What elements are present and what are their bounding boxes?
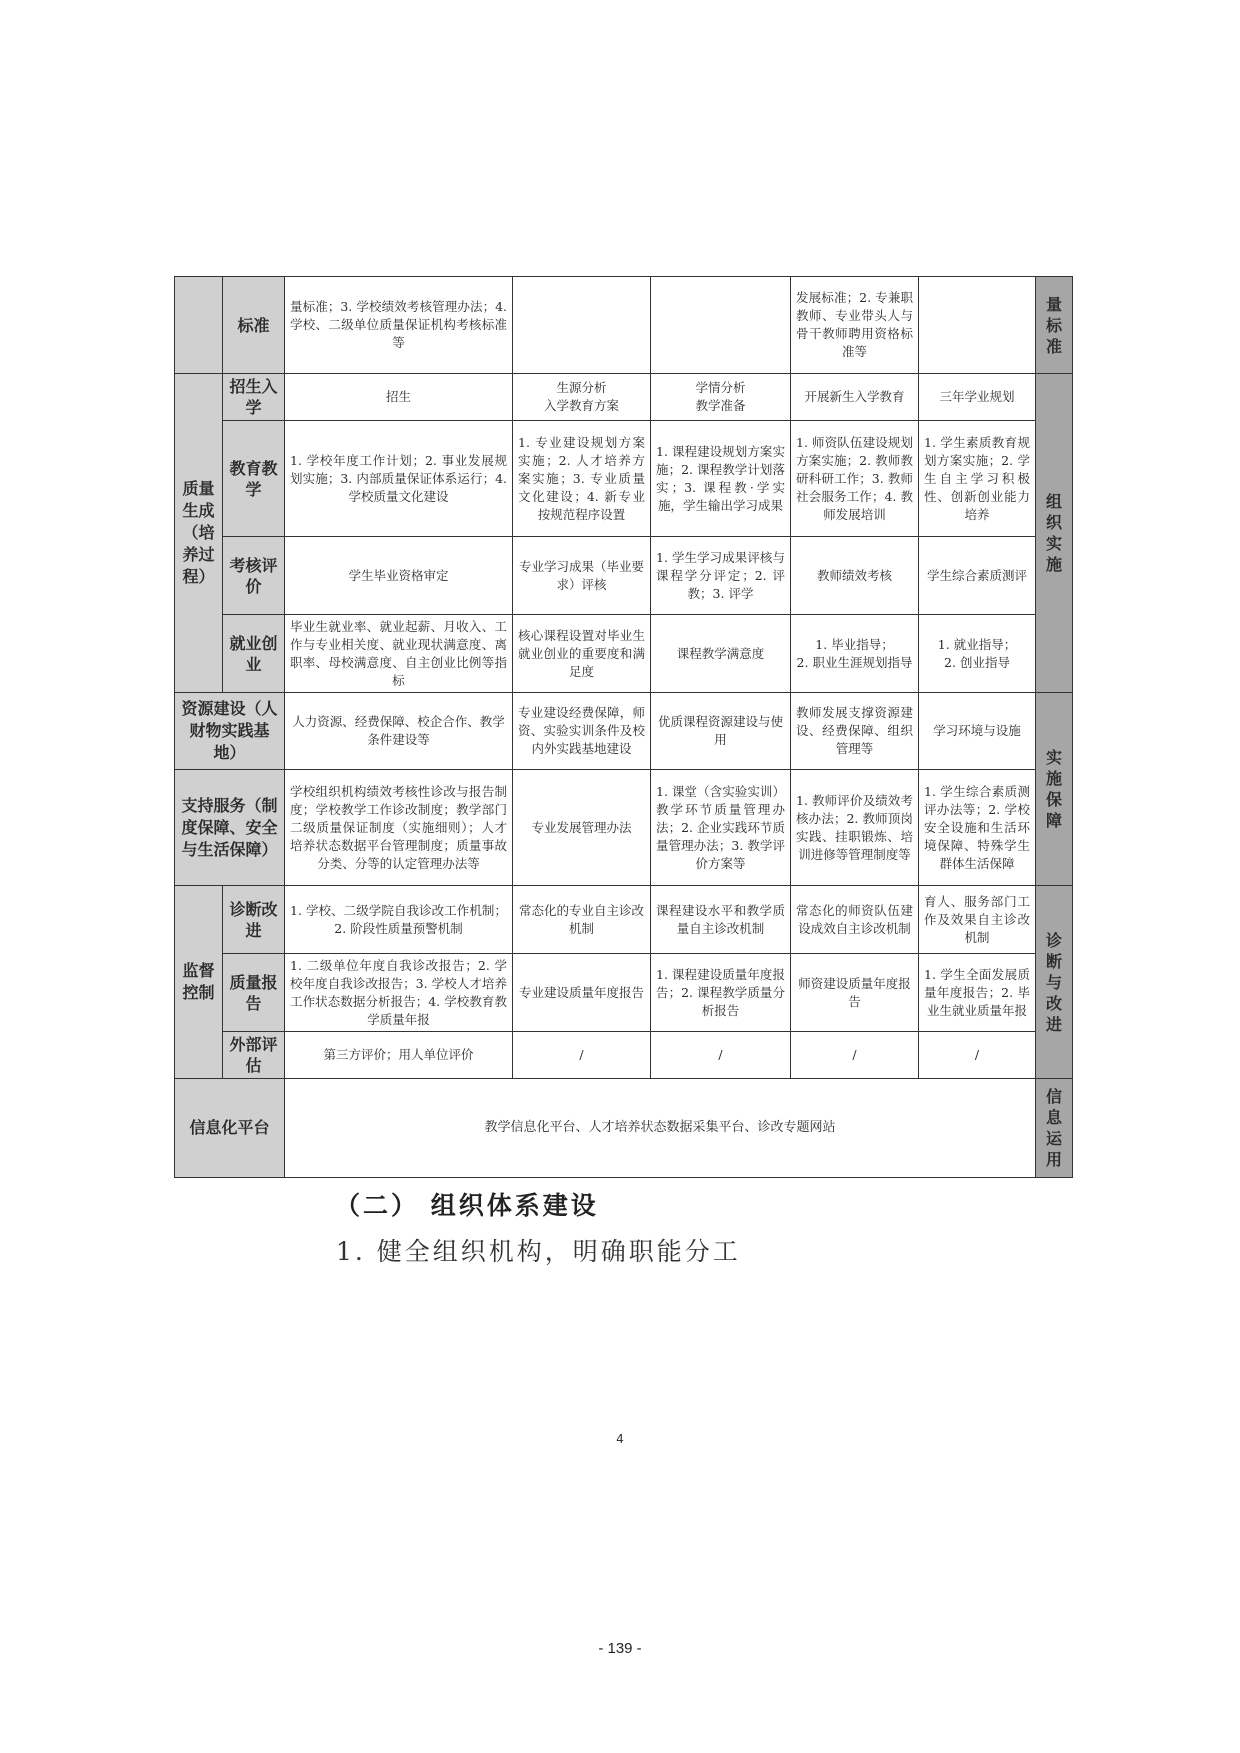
table-cell: 1. 专业建设规划方案实施；2. 人才培养方案实施；3. 专业质量文化建设；4. 新专业按规范程序设置 — [513, 421, 651, 537]
table-row — [175, 615, 1073, 693]
table-cell: 常态化的专业自主诊改机制 — [513, 886, 651, 954]
table-cell: 核心课程设置对毕业生就业创业的重要度和满足度 — [513, 615, 651, 693]
side-label-cell: 实施保障 — [1036, 693, 1073, 886]
table-cell: 学生综合素质测评 — [919, 537, 1036, 615]
sub-category-cell: 诊断改进 — [223, 886, 285, 954]
sub-category-cell: 教育教学 — [223, 421, 285, 537]
category-label-cell: 资源建设（人财物实践基地） — [175, 693, 285, 770]
side-label-cell: 组织实施 — [1036, 374, 1073, 693]
table-cell: 1. 学生全面发展质量年度报告；2. 毕业生就业质量年报 — [919, 954, 1036, 1032]
table-cell: 常态化的师资队伍建设成效自主诊改机制 — [791, 886, 919, 954]
table-cell: 1. 就业指导； 2. 创业指导 — [919, 615, 1036, 693]
table-row — [175, 374, 1073, 421]
table-cell: 课程教学满意度 — [651, 615, 791, 693]
page-number: - 139 - — [598, 1640, 642, 1657]
table-row — [175, 537, 1073, 615]
table-cell: 1. 二级单位年度自我诊改报告；2. 学校年度自我诊改报告；3. 学校人才培养工作状态数据分析报告；4. 学校教育教学质量年报 — [285, 954, 513, 1032]
table-row — [175, 693, 1073, 770]
group-label-cell: 质量生成（培养过程） — [175, 374, 223, 693]
table-cell: 1. 学生学习成果评核与课程学分评定；2. 评教；3. 评学 — [651, 537, 791, 615]
table-cell: 1. 课堂（含实验实训）教学环节质量管理办法；2. 企业实践环节质量管理办法；3. 教学评价方案等 — [651, 770, 791, 886]
table-cell: 课程建设水平和教学质量自主诊改机制 — [651, 886, 791, 954]
sub-category-cell: 考核评价 — [223, 537, 285, 615]
table-cell: 生源分析 入学教育方案 — [513, 374, 651, 421]
table-cell: 1. 师资队伍建设规划方案实施；2. 教师教研科研工作；3. 教师社会服务工作；4. 教师发展培训 — [791, 421, 919, 537]
table-row — [175, 886, 1073, 954]
table-cell: 1. 教师评价及绩效考核办法；2. 教师顶岗实践、挂职锻炼、培训进修等管理制度等 — [791, 770, 919, 886]
table-cell: / — [651, 1032, 791, 1079]
table-cell: 1. 课程建设质量年度报告；2. 课程教学质量分析报告 — [651, 954, 791, 1032]
table-cell: 专业建设经费保障，师资、实验实训条件及校内外实践基地建设 — [513, 693, 651, 770]
group-cell-blank — [175, 277, 223, 374]
table-cell: / — [791, 1032, 919, 1079]
table-cell: 专业发展管理办法 — [513, 770, 651, 886]
table-cell: 1. 课程建设规划方案实施；2. 课程教学计划落实；3. 课程教·学实施，学生输出学习成果 — [651, 421, 791, 537]
category-label-cell: 支持服务（制度保障、安全与生活保障） — [175, 770, 285, 886]
table-row — [175, 277, 1073, 374]
table-cell: 1. 学生综合素质测评办法等；2. 学校安全设施和生活环境保障、特殊学生群体生活保障 — [919, 770, 1036, 886]
table-cell: 专业建设质量年度报告 — [513, 954, 651, 1032]
category-label-cell: 信息化平台 — [175, 1079, 285, 1178]
quality-system-table — [174, 276, 1073, 1178]
side-label-cell: 信息运用 — [1036, 1079, 1073, 1178]
table-cell: 1. 学校、二级学院自我诊改工作机制；2. 阶段性质量预警机制 — [285, 886, 513, 954]
table-row — [175, 1032, 1073, 1079]
table-row — [175, 421, 1073, 537]
sub-category-cell: 质量报告 — [223, 954, 285, 1032]
table-row — [175, 770, 1073, 886]
paragraph: 1. 健全组织机构，明确职能分工 — [336, 1237, 741, 1266]
side-label-cell: 诊断与改进 — [1036, 886, 1073, 1079]
table-cell: 学校组织机构绩效考核性诊改与报告制度；学校教学工作诊改制度；教学部门二级质量保证制度（实施细则）；人才培养状态数据平台管理制度；质量事故分类、分等的认定管理办法等 — [285, 770, 513, 886]
section-heading: （二） 组织体系建设 — [335, 1191, 599, 1220]
sub-category-cell: 就业创业 — [223, 615, 285, 693]
table-cell: 师资建设质量年度报告 — [791, 954, 919, 1032]
table-cell: 招生 — [285, 374, 513, 421]
table-cell: 教师发展支撑资源建设、经费保障、组织管理等 — [791, 693, 919, 770]
table-cell — [919, 277, 1036, 374]
table-cell: 教学信息化平台、人才培养状态数据采集平台、诊改专题网站 — [285, 1079, 1036, 1178]
table-cell: 学情分析 教学准备 — [651, 374, 791, 421]
table-cell — [651, 277, 791, 374]
table-cell: / — [513, 1032, 651, 1079]
table-cell: 1. 学校年度工作计划；2. 事业发展规划实施；3. 内部质量保证体系运行；4. 学校质量文化建设 — [285, 421, 513, 537]
table-cell: 开展新生入学教育 — [791, 374, 919, 421]
table-cell: / — [919, 1032, 1036, 1079]
table-cell: 三年学业规划 — [919, 374, 1036, 421]
table-cell: 1. 毕业指导； 2. 职业生涯规划指导 — [791, 615, 919, 693]
table-cell: 育人、服务部门工作及效果自主诊改机制 — [919, 886, 1036, 954]
side-label-cell: 量标准 — [1036, 277, 1073, 374]
table-cell: 优质课程资源建设与使用 — [651, 693, 791, 770]
table-cell: 专业学习成果（毕业要求）评核 — [513, 537, 651, 615]
table-cell: 学习环境与设施 — [919, 693, 1036, 770]
table-cell: 教师绩效考核 — [791, 537, 919, 615]
sub-category-cell: 外部评估 — [223, 1032, 285, 1079]
table-cell: 1. 学生素质教育规划方案实施；2. 学生自主学习积极性、创新创业能力培养 — [919, 421, 1036, 537]
table-cell: 量标准；3. 学校绩效考核管理办法；4. 学校、二级单位质量保证机构考核标准等 — [285, 277, 513, 374]
inner-page-number: 4 — [616, 1432, 624, 1446]
table-cell — [513, 277, 651, 374]
table-cell: 发展标准；2. 专兼职教师、专业带头人与骨干教师聘用资格标准等 — [791, 277, 919, 374]
sub-category-cell: 标准 — [223, 277, 285, 374]
table-row — [175, 1079, 1073, 1178]
group-label-cell: 监督控制 — [175, 886, 223, 1079]
table-cell: 人力资源、经费保障、校企合作、教学条件建设等 — [285, 693, 513, 770]
table-cell: 学生毕业资格审定 — [285, 537, 513, 615]
table-cell: 第三方评价；用人单位评价 — [285, 1032, 513, 1079]
sub-category-cell: 招生入学 — [223, 374, 285, 421]
table-cell: 毕业生就业率、就业起薪、月收入、工作与专业相关度、就业现状满意度、离职率、母校满意度、自主创业比例等指标 — [285, 615, 513, 693]
table-row — [175, 954, 1073, 1032]
